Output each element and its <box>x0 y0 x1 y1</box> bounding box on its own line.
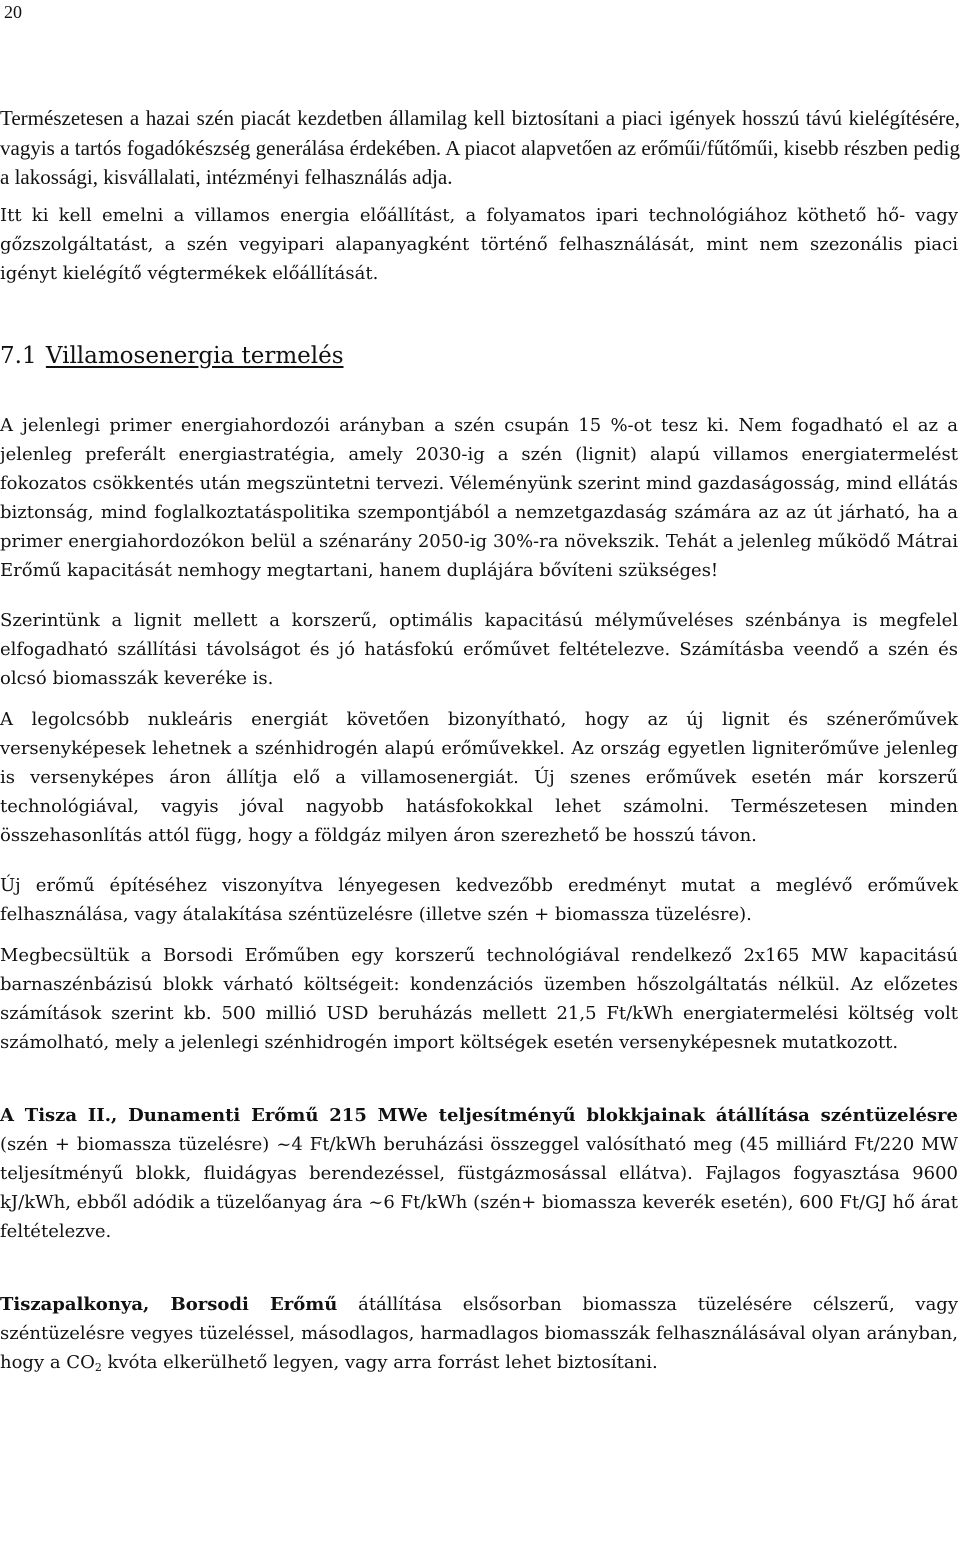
page-number: 20 <box>4 2 22 22</box>
section-number: 7.1 <box>0 342 37 369</box>
paragraph-tisza-dunamenti-bold: A Tisza II., Dunamenti Erőmű 215 MWe teljesítményű blokkjainak átállítása széntüzelésre <box>0 1104 958 1126</box>
paragraph-lignite-mine: Szerintünk a lignit mellett a korszerű, optimális kapacitású mélyműveléses szénbánya is megfelel elfogadható szállítási távolságot és jó hatásfokú erőművet feltételezve. Számításba veendő a szén és olcsó biomasszák keveréke is. <box>0 609 958 689</box>
paragraph-existing-plants: Új erőmű építéséhez viszonyítva lényegesen kedvezőbb eredményt mutat a meglévő erőművek felhasználása, vagy átalakítása széntüzelésre (illetve szén + biomassza tüzelésre). <box>0 874 958 925</box>
section-title: Villamosenergia termelés <box>45 342 344 369</box>
paragraph-competitiveness: A legolcsóbb nukleáris energiát követően bizonyítható, hogy az új lignit és szénerőművek versenyképesek lehetnek a szénhidrogén alapú erőművekkel. Az ország egyetlen ligniterőműve jelenleg is versenyképes áron állítja elő a villamosenergiát. Új szenes erőművek esetén már korszerű technológiával, vagyis jóval nagyobb hatásfokokkal lehet számolni. Természetesen minden összehasonlítás attól függ, hogy a földgáz milyen áron szerezhető be hosszú távon. <box>0 708 958 846</box>
paragraph-tisza-dunamenti <box>0 1101 958 1246</box>
paragraph-highlights: Itt ki kell emelni a villamos energia előállítást, a folyamatos ipari technológiához köthető hő- vagy gőzszolgáltatást, a szén vegyipari alapanyagként történő felhasználását, mint nem szezonális piaci igényt kielégítő végtermékek előállítását. <box>0 204 958 284</box>
paragraph-energy-strategy: A jelenlegi primer energiahordozói arányban a szén csupán 15 %-ot tesz ki. Nem fogadható el az a jelenleg preferált energiastratégia, amely 2030-ig a szén (lignit) alapú villamos energiatermelést fokozatos csökkentés után megszüntetni tervezi. Véleményünk szerint mind gazdaságosság, mind ellátás biztonság, mind foglalkoztatáspolitika szempontjából a nemzetgazdaság számára az az út járható, ha a primer energiahordozókon belül a szénarány 2050-ig 30%-ra növekszik. Tehát a jelenleg működő Mátrai Erőmű kapacitását nemhogy megtartani, hanem duplájára bővíteni szükséges! <box>0 414 958 581</box>
paragraph-coal-market: Természetesen a hazai szén piacát kezdetben államilag kell biztosítani a piaci igények hosszú távú kielégítésére, vagyis a tartós fogadókészség generálása érdekében. A piacot alapvetően az erőműi/fűtőműi, kisebb részben pedig a lakossági, kisvállalati, intézményi felhasználás adja. <box>0 106 960 189</box>
document-body <box>0 104 958 1377</box>
paragraph-tisza-dunamenti-text: (szén + biomassza tüzelésre) ~4 Ft/kWh beruházási összeggel valósítható meg (45 milliárd Ft/220 MW teljesítményű blokk, fluidágyas berendezéssel, füstgázmosással ellátva). Fajlagos fogyasztása 9600 kJ/kWh, ebből adódik a tüzelőanyag ára ~6 Ft/kWh (szén+ biomassza keverék esetén), 600 Ft/GJ hő árat feltételezve. <box>0 1133 958 1242</box>
paragraph-tiszapalkonya-bold: Tiszapalkonya, Borsodi Erőmű <box>0 1293 338 1315</box>
co2-subscript: 2 <box>94 1360 102 1374</box>
paragraph-tiszapalkonya-text: átállítása elsősorban biomassza tüzelésére célszerű, vagy széntüzelésre vegyes tüzeléssel, másodlagos, harmadlagos biomasszák felhasználásával olyan arányban, hogy a CO <box>0 1293 958 1373</box>
paragraph-tiszapalkonya-end: kvóta elkerülhető legyen, vagy arra forrást lehet biztosítani. <box>101 1351 658 1373</box>
section-heading <box>0 340 958 372</box>
paragraph-borsod-estimate: Megbecsültük a Borsodi Erőműben egy korszerű technológiával rendelkező 2x165 MW kapacitású barnaszénbázisú blokk várható költségeit: kondenzációs üzemben hőszolgáltatás nélkül. Az előzetes számítások szerint kb. 500 millió USD beruházás mellett 21,5 Ft/kWh energiatermelési költség volt számolható, mely a jelenlegi szénhidrogén import költségek esetén versenyképesnek mutatkozott. <box>0 944 958 1053</box>
paragraph-tiszapalkonya <box>0 1290 958 1377</box>
